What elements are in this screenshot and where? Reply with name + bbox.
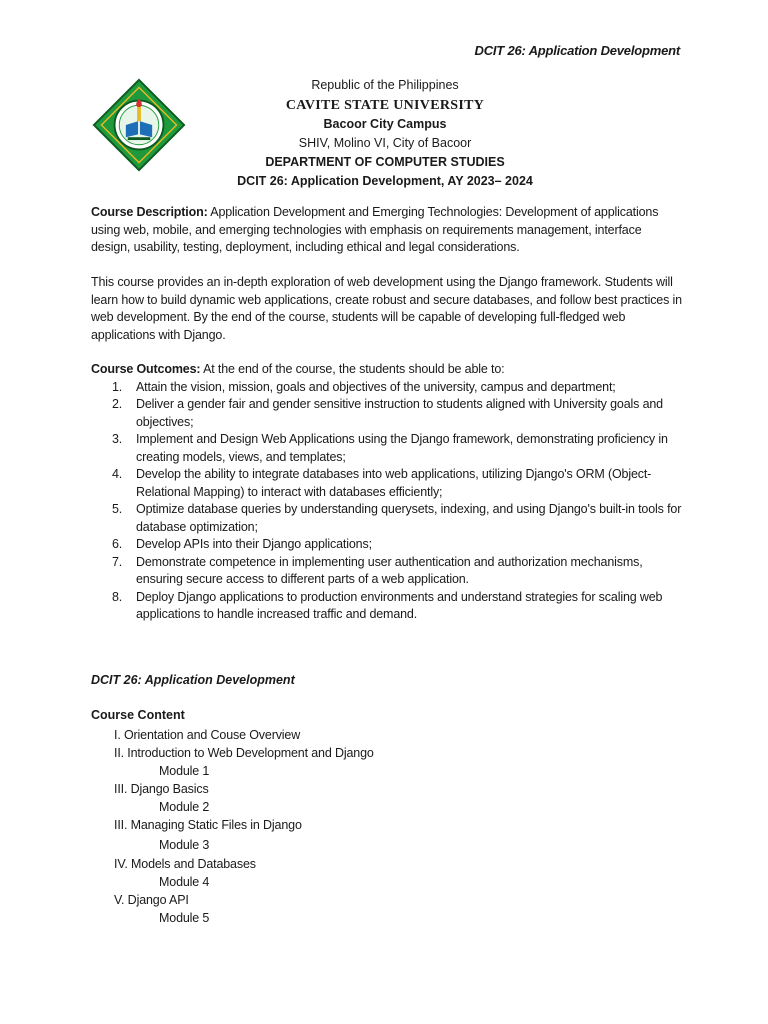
course-outcomes-intro: At the end of the course, the students should be able to:	[200, 362, 505, 376]
outcome-item	[91, 589, 691, 624]
outcome-text: Deploy Django applications to production environments and understand strategies for scaling web applications to handle increased traffic and demand.	[136, 589, 663, 621]
content-module: Module 4	[159, 875, 210, 889]
course-outcomes-label: Course Outcomes:	[91, 362, 201, 376]
university-seal-logo	[92, 78, 186, 172]
outcome-item	[91, 536, 691, 554]
content-topic: IV. Models and Databases	[114, 857, 256, 871]
content-module: Module 2	[159, 800, 210, 814]
outcome-item	[91, 379, 691, 397]
department-name: DEPARTMENT OF COMPUTER STUDIES	[265, 154, 505, 169]
course-content-heading: Course Content	[91, 708, 185, 722]
letterhead	[190, 76, 580, 191]
outcome-item	[91, 501, 691, 536]
course-content-list	[114, 726, 374, 927]
content-module: Module 1	[159, 764, 210, 778]
outcome-number: 6.	[112, 537, 123, 551]
course-description	[91, 204, 683, 257]
content-topic: III. Django Basics	[114, 782, 209, 796]
section-course-title: DCIT 26: Application Development	[91, 673, 295, 687]
content-topic: I. Orientation and Couse Overview	[114, 728, 301, 742]
country-line: Republic of the Philippines	[311, 78, 459, 92]
outcome-number: 4.	[112, 467, 123, 481]
content-topic: II. Introduction to Web Development and Django	[114, 746, 374, 760]
outcome-text: Deliver a gender fair and gender sensitive instruction to students aligned with University goals and objectives;	[136, 397, 663, 429]
outcome-number: 5.	[112, 502, 123, 516]
campus-name: Bacoor City Campus	[323, 116, 447, 131]
course-description-text: Application Development and Emerging Technologies: Development of applications using web, mobile, and emerging technologies with emphasis on requirements management, interface design, usability, testing, deployment, including ethical and legal considerations.	[91, 205, 659, 254]
content-topic: V. Django API	[114, 893, 189, 907]
course-overview-paragraph: This course provides an in-depth exploration of web development using the Django framework. Students will learn how to build dynamic web applications, create robust and secure databases, and follow best practices in web development. By the end of the course, students will be capable of developing full-fledged web applications with Django.	[91, 275, 682, 342]
outcome-text: Develop the ability to integrate databases into web applications, utilizing Django's ORM (Object-Relational Mapping) to interact with databases efficiently;	[136, 467, 652, 499]
university-name: CAVITE STATE UNIVERSITY	[285, 97, 485, 113]
outcome-text: Implement and Design Web Applications using the Django framework, demonstrating proficiency in creating models, views, and templates;	[136, 432, 668, 464]
course-outcomes	[91, 361, 691, 624]
outcome-item	[91, 431, 691, 466]
course-description-label: Course Description:	[91, 205, 208, 219]
outcome-number: 1.	[112, 379, 123, 394]
outcome-text: Demonstrate competence in implementing user authentication and authorization mechanisms, ensuring secure access to different parts of a web application.	[136, 554, 643, 586]
campus-address: SHIV, Molino VI, City of Bacoor	[298, 135, 472, 150]
content-module: Module 3	[159, 838, 210, 852]
content-module: Module 5	[159, 911, 210, 925]
outcome-number: 2.	[112, 397, 123, 411]
content-topic: III. Managing Static Files in Django	[114, 818, 302, 832]
outcome-text: Optimize database queries by understanding querysets, indexing, and using Django's built-in tools for database optimization;	[136, 502, 682, 534]
outcomes-list	[91, 379, 691, 624]
outcome-item	[91, 554, 691, 589]
outcome-number: 3.	[112, 432, 123, 446]
outcome-number: 7.	[112, 554, 123, 569]
course-academic-year: DCIT 26: Application Development, AY 2023– 2024	[237, 173, 533, 188]
outcome-item	[91, 396, 691, 431]
outcome-number: 8.	[112, 589, 123, 604]
outcome-item	[91, 466, 691, 501]
outcome-text: Attain the vision, mission, goals and objectives of the university, campus and department;	[136, 379, 616, 394]
page-header-course-title: DCIT 26: Application Development	[474, 43, 680, 58]
outcome-text: Develop APIs into their Django applications;	[136, 537, 372, 551]
